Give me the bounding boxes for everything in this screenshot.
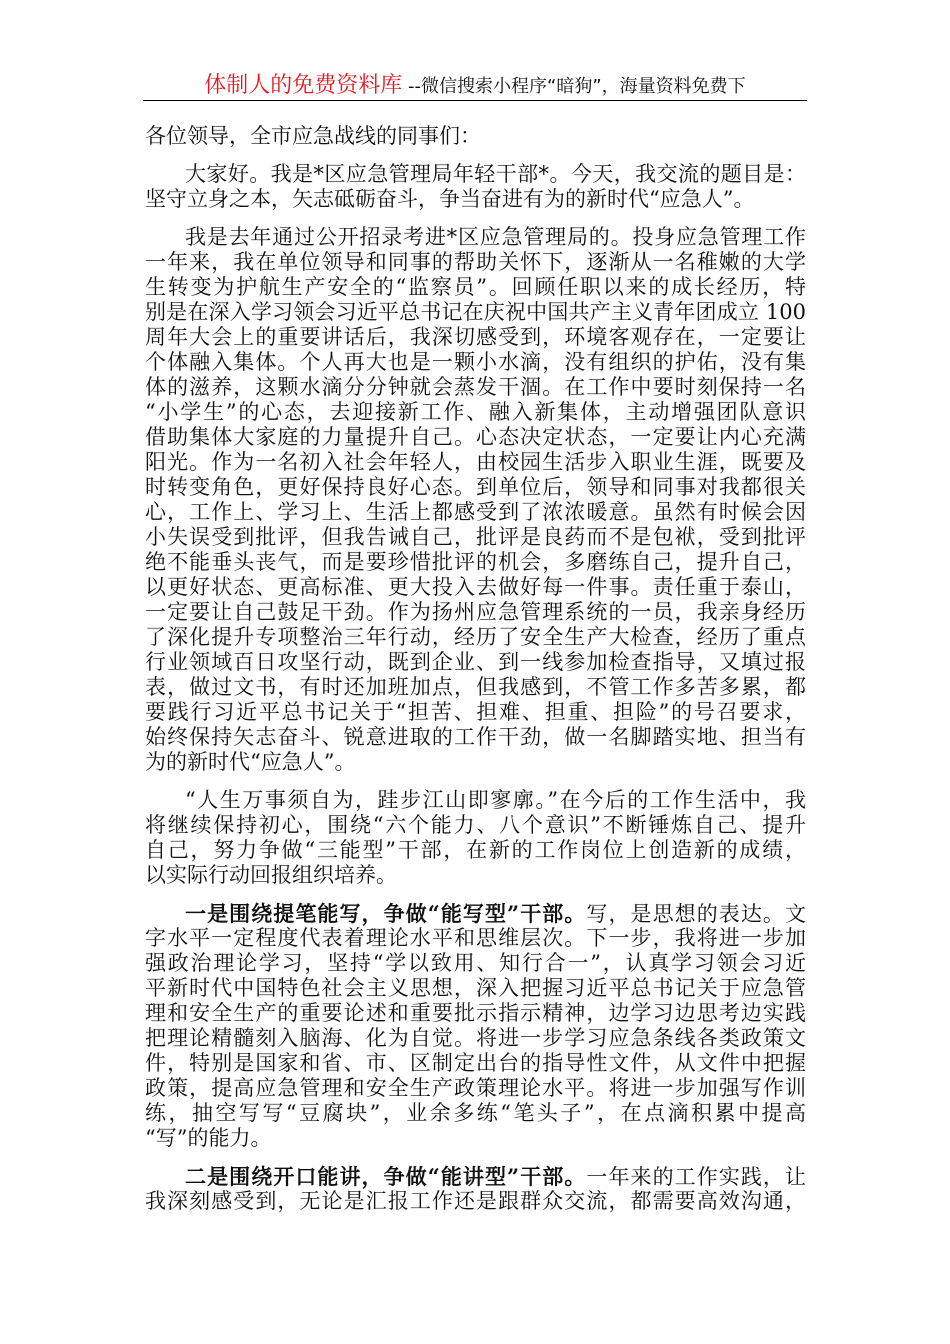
text-line: “人生万事须自为，跬步江山即寥廓。”在今后的工作生活中，我	[185, 788, 806, 812]
text-line: 各位领导，全市应急战线的同事们：	[145, 124, 481, 148]
text-line: 绝不能垂头丧气，而是要珍惜批评的机会，多磨练自己，提升自己，	[145, 550, 806, 574]
text-line: 我是去年通过公开招录考进*区应急管理局的。投身应急管理工作	[185, 225, 806, 249]
text-line: 件，特别是国家和省、市、区制定出台的指导性文件，从文件中把握	[145, 1051, 806, 1075]
text-line: 别是在深入学习领会习近平总书记在庆祝中国共产主义青年团成立 100	[145, 300, 806, 324]
text-line: 借助集体大家庭的力量提升自己。心态决定状态，一定要让内心充满	[145, 425, 806, 449]
text-line: 以实际行动回报组织培养。	[145, 863, 397, 887]
line-text: 写，是思想的表达。文	[586, 902, 806, 926]
text-line: 平新时代中国特色社会主义思想，深入把握习近平总书记关于应急管	[145, 976, 806, 1000]
paragraph	[145, 124, 806, 149]
text-line: 强政治理论学习，坚持“学以致用、知行合一”，认真学习领会习近	[145, 951, 806, 975]
text-line	[145, 901, 806, 926]
text-line: 心，工作上、学习上、生活上都感受到了浓浓暖意。虽然有时候会因	[145, 500, 806, 524]
header-slogan: --微信搜索小程序“暗狗”，海量资料免费下	[402, 76, 746, 97]
text-line: 表，做过文书，有时还加班加点，但我感到，不管工作多苦多累，都	[145, 675, 806, 699]
header-brand: 体制人的免费资料库	[204, 73, 403, 98]
text-line: 理和安全生产的重要论述和重要批示指示精神，边学习边思考边实践	[145, 1001, 806, 1025]
text-line: “小学生”的心态，去迎接新工作、融入新集体，主动增强团队意识	[145, 400, 806, 424]
watermark-header	[143, 68, 807, 101]
paragraph	[145, 901, 806, 1151]
line-text: 一年来的工作实践，让	[586, 1165, 806, 1189]
text-line: 坚守立身之本，矢志砥砺奋斗，争当奋进有为的新时代“应急人”。	[145, 187, 755, 211]
bold-heading: 二是围绕开口能讲，争做“能讲型”干部。	[185, 1164, 587, 1189]
text-line: 大家好。我是*区应急管理局年轻干部*。今天，我交流的题目是：	[185, 162, 806, 186]
text-line: 行业领域百日攻坚行动，既到企业、到一线参加检查指导，又填过报	[145, 650, 806, 674]
document-body	[145, 124, 806, 1227]
text-line: 体的滋养，这颗水滴分分钟就会蒸发干涸。在工作中要时刻保持一名	[145, 375, 806, 399]
text-line: “写”的能力。	[145, 1126, 272, 1150]
text-line: 生转变为护航生产安全的“监察员”。回顾任职以来的成长经历，特	[145, 275, 806, 299]
text-line: 字水平一定程度代表着理论水平和思维层次。下一步，我将进一步加	[145, 926, 806, 950]
text-line: 一年来，我在单位领导和同事的帮助关怀下，逐渐从一名稚嫩的大学	[145, 250, 806, 274]
text-line: 时转变角色，更好保持良好心态。到单位后，领导和同事对我都很关	[145, 475, 806, 499]
paragraph	[145, 1164, 806, 1214]
text-line: 个体融入集体。个人再大也是一颗小水滴，没有组织的护佑，没有集	[145, 350, 806, 374]
text-line: 将继续保持初心，围绕“六个能力、八个意识”不断锤炼自己、提升	[145, 813, 806, 837]
text-line: 阳光。作为一名初入社会年轻人，由校园生活步入职业生涯，既要及	[145, 450, 806, 474]
paragraph	[145, 788, 806, 888]
text-line: 了深化提升专项整治三年行动，经历了安全生产大检查，经历了重点	[145, 625, 806, 649]
paragraph	[145, 225, 806, 775]
bold-heading: 一是围绕提笔能写，争做“能写型”干部。	[185, 901, 587, 926]
text-line: 一定要让自己鼓足干劲。作为扬州应急管理系统的一员，我亲身经历	[145, 600, 806, 624]
text-line	[145, 1164, 806, 1189]
text-line: 小失误受到批评，但我告诫自己，批评是良药而不是包袱，受到批评	[145, 525, 806, 549]
text-line: 政策，提高应急管理和安全生产政策理论水平。将进一步加强写作训	[145, 1076, 806, 1100]
text-line: 周年大会上的重要讲话后，我深切感受到，环境客观存在，一定要让	[145, 325, 806, 349]
paragraph	[145, 162, 806, 212]
text-line: 始终保持矢志奋斗、锐意进取的工作干劲，做一名脚踏实地、担当有	[145, 725, 806, 749]
text-line: 以更好状态、更高标准、更大投入去做好每一件事。责任重于泰山，	[145, 575, 806, 599]
text-line: 自己，努力争做“三能型”干部，在新的工作岗位上创造新的成绩，	[145, 838, 806, 862]
text-line: 练，抽空写写“豆腐块”，业余多练“笔头子”，在点滴积累中提高	[145, 1101, 806, 1125]
text-line: 把理论精髓刻入脑海、化为自觉。将进一步学习应急条线各类政策文	[145, 1026, 806, 1050]
text-line: 我深刻感受到，无论是汇报工作还是跟群众交流，都需要高效沟通，	[145, 1189, 806, 1213]
text-line: 为的新时代“应急人”。	[145, 750, 356, 774]
text-line: 要践行习近平总书记关于“担苦、担难、担重、担险”的号召要求，	[145, 700, 806, 724]
